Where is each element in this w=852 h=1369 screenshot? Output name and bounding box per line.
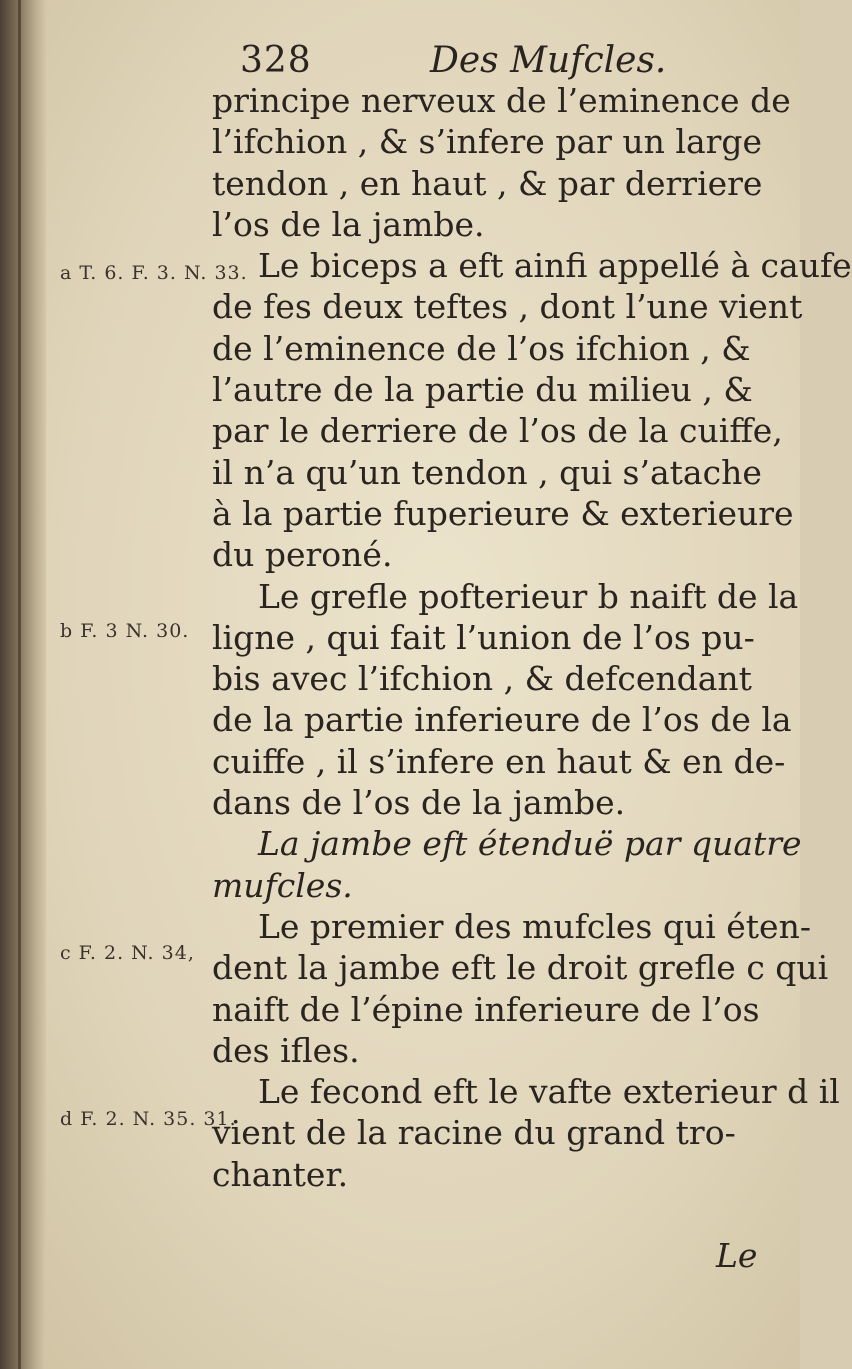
- text-line: naift de l’épine inferieure de l’os: [212, 989, 760, 1029]
- gutter-shadow-line: [18, 0, 21, 1369]
- text-line: dent la jambe eft le droit grefle c qui: [212, 948, 829, 988]
- text-line: des ifles.: [212, 1030, 360, 1070]
- text-line: ligne , qui fait l’union de l’os pu-: [212, 617, 755, 657]
- text-line: vient de la racine du grand tro-: [212, 1113, 736, 1153]
- text-line: dans de l’os de la jambe.: [212, 783, 626, 823]
- text-line: il n’a qu’un tendon , qui s’atache: [212, 452, 762, 492]
- text-line: par le derriere de l’os de la cuiffe,: [212, 411, 783, 451]
- text-line: principe nerveux de l’eminence de: [212, 81, 791, 120]
- text-line: de la partie inferieure de l’os de la: [212, 700, 792, 740]
- text-line: Le premier des mufcles qui éten-: [258, 906, 811, 946]
- text-line: l’os de la jambe.: [212, 204, 485, 244]
- text-line: à la partie fuperieure & exterieure: [212, 493, 794, 533]
- text-line: l’ifchion , & s’infere par un large: [212, 122, 763, 162]
- text-line: cuiffe , il s’infere en haut & en de-: [212, 741, 786, 781]
- catchword: Le: [716, 1236, 758, 1275]
- text-line: de l’eminence de l’os ifchion , &: [212, 328, 751, 368]
- body-text: [212, 80, 852, 1195]
- text-line: du peroné.: [212, 535, 393, 575]
- text-line: chanter.: [212, 1154, 349, 1194]
- margin-note-b: b F. 3 N. 30.: [60, 620, 190, 642]
- margin-note-c: c F. 2. N. 34,: [60, 942, 195, 964]
- margin-note-d: d F. 2. N. 35. 31.: [60, 1108, 237, 1130]
- page-number: 328: [240, 40, 312, 81]
- text-line: mufcles.: [212, 865, 353, 905]
- text-line: Le fecond eft le vafte exterieur d il: [258, 1072, 840, 1112]
- book-gutter: [0, 0, 46, 1369]
- text-line: de fes deux teftes , dont l’une vient: [212, 287, 803, 327]
- text-line: Le grefle pofterieur b naift de la: [258, 576, 799, 616]
- text-line: Le biceps a eft ainfi appellé à caufe: [258, 246, 852, 286]
- text-line: La jambe eft étenduë par quatre: [258, 824, 802, 864]
- text-line: tendon , en haut , & par derriere: [212, 163, 763, 203]
- running-head: Des Mufcles.: [430, 40, 667, 81]
- text-line: bis avec l’ifchion , & defcendant: [212, 659, 752, 699]
- margin-note-a: a T. 6. F. 3. N. 33.: [60, 262, 248, 284]
- text-line: l’autre de la partie du milieu , &: [212, 370, 753, 410]
